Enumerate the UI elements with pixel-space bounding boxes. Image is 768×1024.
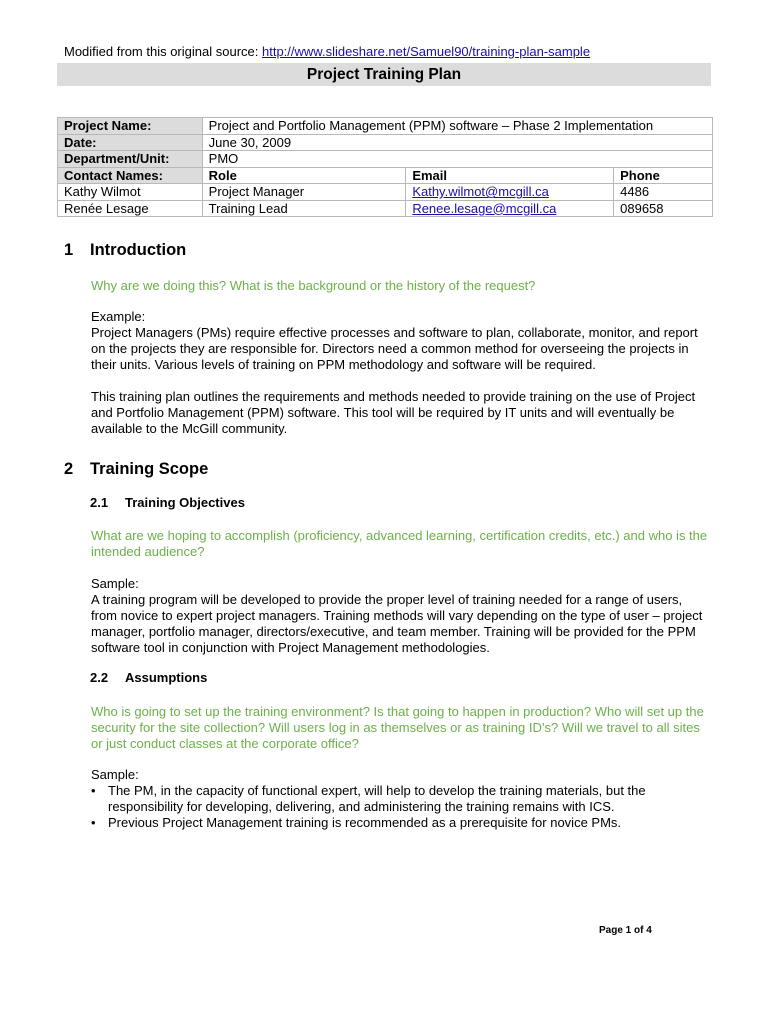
subheading-text: Training Objectives: [125, 495, 245, 510]
phone-header: Phone: [614, 167, 713, 184]
email-header: Email: [406, 167, 614, 184]
source-link[interactable]: http://www.slideshare.net/Samuel90/training-plan-sample: [261, 44, 591, 59]
contact-email-link[interactable]: Kathy.wilmot@mcgill.ca: [412, 184, 549, 200]
date-value: June 30, 2009: [202, 134, 712, 151]
date-label: Date:: [58, 134, 203, 151]
objectives-sample-text: A training program will be developed to provide the proper level of training needed for a range of users, from novice to expert project managers. Training methods will vary depending on the type of user – project manager, portfolio manager, directors/executive, and team member. Training will be provided for the PPM software tool in conjunction with Project Management methodologies.: [91, 592, 703, 655]
project-info-table: [57, 117, 713, 217]
table-row: [58, 134, 713, 151]
page-number: Page 1 of 4: [599, 925, 652, 936]
heading-number: 1: [64, 241, 74, 259]
contact-name: Kathy Wilmot: [58, 184, 203, 201]
table-row: [58, 184, 713, 201]
department-label: Department/Unit:: [58, 151, 203, 168]
contact-phone: 4486: [614, 184, 713, 201]
source-prefix: Modified from this original source:: [64, 44, 262, 59]
heading-training-scope: [64, 459, 208, 479]
department-value: PMO: [202, 151, 712, 168]
intro-example-text: Project Managers (PMs) require effective processes and software to plan, collaborate, monitor, and report on the projects they are responsible for. Directors need a common method for overseeing the projects in their units. Various levels of training on PPM methodology and software will be required.: [91, 325, 698, 372]
table-row: [58, 118, 713, 135]
document-title: Project Training Plan: [57, 63, 711, 86]
contact-name: Renée Lesage: [58, 200, 203, 217]
table-row: [58, 151, 713, 168]
contact-role: Training Lead: [202, 200, 406, 217]
role-header: Role: [202, 167, 406, 184]
contact-email-link[interactable]: Renee.lesage@mcgill.ca: [412, 200, 557, 216]
objectives-sample-label: Sample:: [91, 576, 139, 591]
assumptions-question: Who is going to set up the training environment? Is that going to happen in production? Who will set up the security for the site collection? Will users log in as themselves or as training ID’s? Will we travel to all sites or just conduct classes at the corporate office?: [91, 704, 704, 751]
subheading-text: Assumptions: [125, 670, 208, 685]
list-item: [91, 815, 711, 831]
objectives-question: What are we hoping to accomplish (proficiency, advanced learning, certification credits, etc.) and who is the intended audience?: [91, 528, 708, 559]
intro-plan-text: This training plan outlines the requirements and methods needed to provide training on the use of Project and Portfolio Management (PPM) software. This tool will be required by IT units and will eventually be available to the McGill community.: [91, 389, 696, 436]
intro-example-label: Example:: [91, 309, 146, 324]
source-line: [64, 44, 590, 60]
list-item-text: Previous Project Management training is recommended as a prerequisite for novice PMs.: [108, 815, 622, 830]
contact-names-label: Contact Names:: [58, 167, 203, 184]
heading-number: 2: [64, 460, 74, 478]
bullet-icon: •: [91, 815, 96, 830]
heading-text: Training Scope: [90, 460, 209, 478]
heading-training-objectives: [90, 495, 245, 511]
list-item: [91, 783, 711, 815]
contact-phone: 089658: [614, 200, 713, 217]
heading-text: Introduction: [90, 241, 187, 259]
list-item-text: The PM, in the capacity of functional expert, will help to develop the training materials, but the responsibility for developing, delivering, and administering the training remains with ICS.: [108, 783, 646, 814]
assumptions-sample-label: Sample:: [91, 767, 139, 782]
contact-role: Project Manager: [202, 184, 406, 201]
bullet-icon: •: [91, 783, 96, 798]
heading-introduction: [64, 240, 186, 260]
subheading-number: 2.2: [90, 670, 109, 685]
subheading-number: 2.1: [90, 495, 109, 510]
table-row: [58, 200, 713, 217]
project-name-label: Project Name:: [58, 118, 203, 135]
assumptions-list: [91, 783, 711, 831]
table-header-row: [58, 167, 713, 184]
project-name-value: Project and Portfolio Management (PPM) software – Phase 2 Implementation: [202, 118, 712, 135]
heading-assumptions: [90, 670, 207, 686]
intro-question: Why are we doing this? What is the background or the history of the request?: [91, 278, 536, 293]
